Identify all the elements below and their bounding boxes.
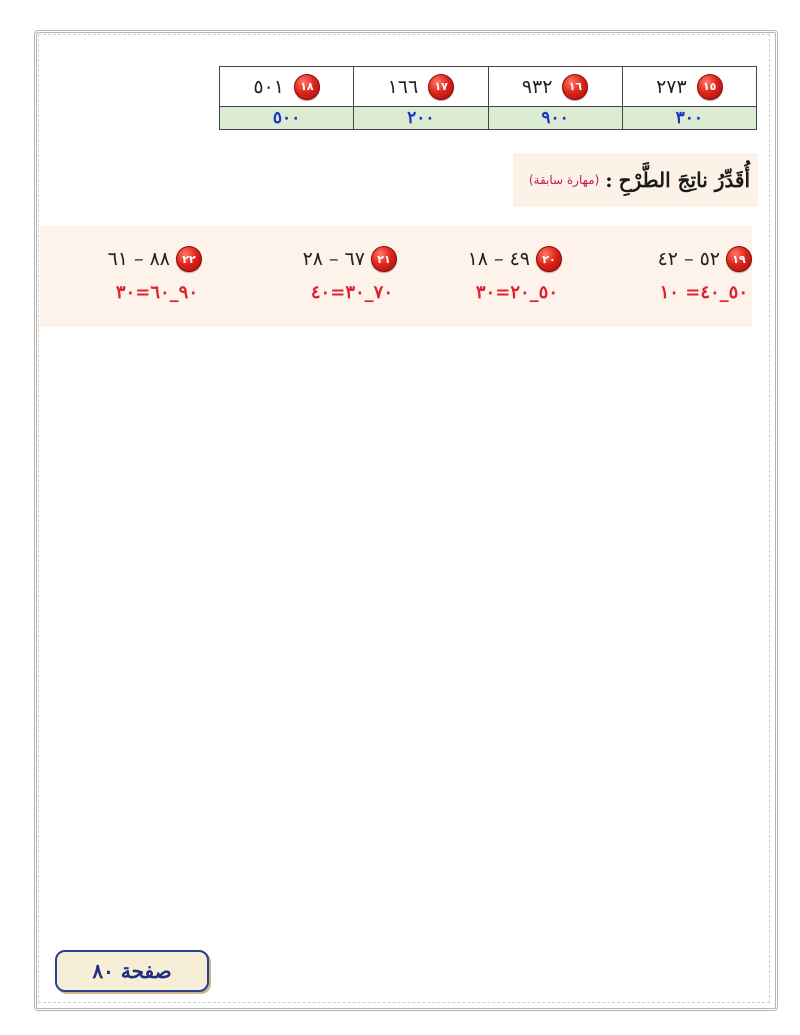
exercise-number-badge: ١٩ (726, 246, 752, 272)
exercise-expression: ٥٢ – ٤٢ (657, 248, 720, 270)
section-heading (513, 153, 758, 207)
question-number-badge: ١٧ (428, 74, 454, 100)
exercise-expression: ٦٧ – ٢٨ (302, 248, 365, 270)
question-value: ٩٣٢ (521, 75, 553, 98)
section-title: أُقَدِّرُ ناتِجَ الطَّرْحِ (618, 168, 750, 192)
answer-cell: ٥٠٠ (220, 107, 354, 130)
answer-row (220, 107, 757, 130)
exercise-item (237, 226, 397, 327)
answer-cell: ٣٠٠ (622, 107, 756, 130)
exercise-item (592, 226, 752, 327)
question-cell (488, 67, 622, 107)
exercise-item (402, 226, 562, 327)
question-cell (220, 67, 354, 107)
question-cell (354, 67, 488, 107)
exercise-expression: ٨٨ – ٦١ (107, 248, 170, 270)
answer-cell: ٢٠٠ (354, 107, 488, 130)
question-value: ٢٧٣ (656, 75, 687, 98)
exercise-answer: ٩٠_٦٠=٣٠ (115, 282, 198, 303)
exercise-number-badge: ٢٠ (536, 246, 562, 272)
rounding-table (219, 66, 757, 130)
question-number-badge: ١٦ (562, 74, 588, 100)
section-colon: : (605, 168, 613, 192)
question-number-badge: ١٨ (294, 74, 320, 100)
page-number-label (55, 950, 209, 992)
question-number-badge: ١٥ (697, 74, 723, 100)
exercise-number-badge: ٢١ (371, 246, 397, 272)
question-cell (622, 67, 756, 107)
question-row (220, 67, 757, 107)
answer-cell: ٩٠٠ (488, 107, 622, 130)
exercise-item (42, 226, 202, 327)
exercise-answer: ٥٠_٤٠= ١٠ (659, 282, 748, 303)
question-value: ٥٠١ (253, 75, 284, 98)
subtraction-exercises (40, 226, 752, 327)
question-value: ١٦٦ (387, 75, 419, 98)
section-subtitle: (مهارة سابقة) (528, 173, 600, 187)
exercise-answer: ٧٠_٣٠=٤٠ (310, 282, 393, 303)
page-number-text: صفحة ٨٠ (92, 959, 172, 983)
exercise-expression: ٤٩ – ١٨ (467, 248, 530, 270)
exercise-answer: ٥٠_٢٠=٣٠ (475, 282, 558, 303)
exercise-number-badge: ٢٢ (176, 246, 202, 272)
